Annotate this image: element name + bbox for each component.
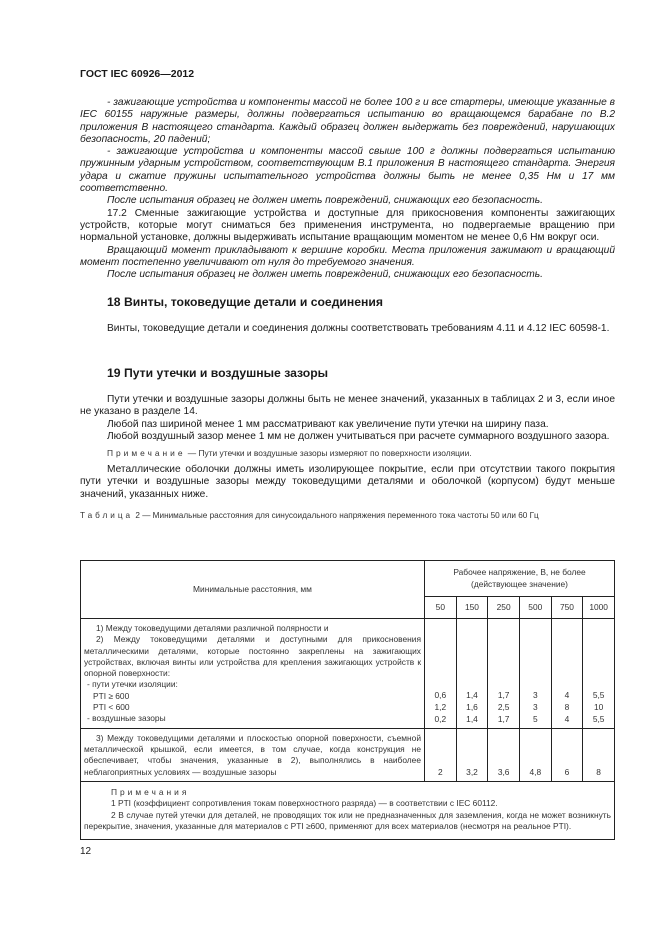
row-line: PTI < 600 — [93, 702, 130, 713]
table-notes — [81, 781, 615, 839]
paragraph: Любой воздушный зазор менее 1 мм не должен учитываться при расчете суммарного воздушного зазора. — [107, 430, 610, 442]
caption-label: Таблица — [80, 511, 134, 521]
section-19 — [80, 366, 615, 521]
notes-label: Примечания — [111, 786, 190, 797]
cell-values: 0,6 1,2 0,2 — [425, 619, 457, 729]
row-description — [81, 619, 425, 729]
paragraph: - зажигающие устройства и компоненты массой не более 100 г и все стартеры, имеющие указанные в IEC 60155 наружные размеры, должны подвергаться испытанию во вращающемся барабане по B.2 приложения B настоящего стандарта. Каждый образец должен выдержать без повреждений, нарушающих безопасность, 20 падений; — [80, 97, 615, 145]
section-17-continued — [80, 97, 615, 281]
paragraph: Винты, токоведущие детали и соединения должны соответствовать требованиям 4.11 и 4.12 IEC 60598-1. — [107, 323, 610, 334]
note-2: 2 В случае путей утечки для деталей, не проводящих ток или не предназначенных для заземления, когда не может возникнуть перекрытие, значения, указанные для материалов с PTI ≥600, применяют для всех материалов (несмотря на реальное PTI). — [84, 809, 611, 832]
column-header-distances: Минимальные расстояния, мм — [81, 561, 425, 619]
table-row — [81, 728, 615, 781]
table-2 — [80, 560, 615, 840]
paragraph: Металлические оболочки должны иметь изолирующее покрытие, если при отсутствии такого покрытия пути утечки и воздушные зазоры между токоведущими деталями и оболочкой (корпусом) будут меньше значений, указанных ниже. — [80, 464, 615, 500]
paragraph: - зажигающие устройства и компоненты массой свыше 100 г должны подвергаться испытанию пружинным ударным устройством, соответствующим B.1 приложения B настоящего стандарта. Энергия удара и сжатие пружины испытательного устройства должны быть не менее 0,35 Нм и 17 мм соответственно. — [80, 146, 615, 195]
cell-value: 3,6 — [488, 728, 520, 781]
caption-text: 2 — Минимальные расстояния для синусоидального напряжения переменного тока частоты 50 или 60 Гц — [133, 511, 539, 521]
cell-value: 8 — [583, 728, 615, 781]
section-heading: 19 Пути утечки и воздушные зазоры — [107, 366, 329, 380]
voltage-50: 50 — [425, 597, 457, 619]
note-text: — Пути утечки и воздушные зазоры измеряют по поверхности изоляции. — [185, 448, 472, 459]
paragraph: Пути утечки и воздушные зазоры должны быть не менее значений, указанных в таблицах 2 и 3, если иное не указано в разделе 14. — [80, 394, 615, 418]
clause-17-2: 17.2 Сменные зажигающие устройства и доступные для прикосновения компоненты зажигающих устройств, которые могут сниматься без применения инструмента, но подвергаемые вращению при нормальной установке, должны выдерживать испытание вращающим моментом не менее 0,6 Нм вокруг оси. — [80, 207, 615, 244]
page-number: 12 — [80, 846, 92, 857]
section-heading: 18 Винты, токоведущие детали и соединения — [107, 295, 384, 309]
note-label: Примечание — [107, 448, 186, 459]
section-18 — [80, 295, 615, 335]
voltage-150: 150 — [456, 597, 488, 619]
cell-values: 3 3 5 — [519, 619, 551, 729]
note — [80, 448, 615, 459]
table-caption — [80, 510, 615, 521]
note-1: 1 PTI (коэффициент сопротивления токам поверхностного разряда) — в соответствии с IEC 60112. — [111, 798, 498, 809]
paragraph: После испытания образец не должен иметь повреждений, снижающих его безопасность. — [107, 269, 543, 281]
paragraph: Любой паз шириной менее 1 мм рассматривают как увеличение пути утечки на ширину паза. — [107, 418, 549, 430]
voltage-250: 250 — [488, 597, 520, 619]
cell-values: 1,7 2,5 1,7 — [488, 619, 520, 729]
paragraph: После испытания образец не должен иметь повреждений, снижающих его безопасность. — [107, 195, 543, 207]
cell-values: 5,5 10 5,5 — [583, 619, 615, 729]
cell-values: 1,4 1,6 1,4 — [456, 619, 488, 729]
row-line: - пути утечки изоляции: — [87, 679, 178, 690]
cell-value: 2 — [425, 728, 457, 781]
cell-value: 3,2 — [456, 728, 488, 781]
voltage-500: 500 — [519, 597, 551, 619]
voltage-750: 750 — [551, 597, 583, 619]
cell-value: 6 — [551, 728, 583, 781]
row-description: 3) Между токоведущими деталями и плоскостью опорной поверхности, съемной металлической крышкой, если имеется, в том случае, когда конструкция не обеспечивает, чтобы значения, указанные в 2), выполнялись в наиболее неблагоприятных условиях — воздушные зазоры — [81, 728, 425, 781]
cell-values: 4 8 4 — [551, 619, 583, 729]
paragraph: Вращающий момент прикладывают к вершине коробки. Места приложения зажимают и вращающий момент постепенно увеличивают от нуля до требуемого значения. — [80, 244, 615, 268]
column-header-voltage: Рабочее напряжение, В, не более (действующее значение) — [425, 561, 615, 597]
voltage-1000: 1000 — [583, 597, 615, 619]
row-line: PTI ≥ 600 — [93, 690, 130, 701]
document-header: ГОСТ IEC 60926—2012 — [80, 68, 195, 80]
table-row — [81, 619, 615, 729]
row-line: 2) Между токоведущими деталями и доступными для прикосновения металлическими деталями, которые постоянно закреплены на зажигающих устройствах, включая винты или устройства для крепления зажигающих устройств к опорной поверхности: — [84, 634, 421, 679]
cell-value: 4,8 — [519, 728, 551, 781]
row-line: 1) Между токоведущими деталями различной полярности и — [96, 623, 329, 633]
row-line: - воздушные зазоры — [87, 713, 166, 724]
